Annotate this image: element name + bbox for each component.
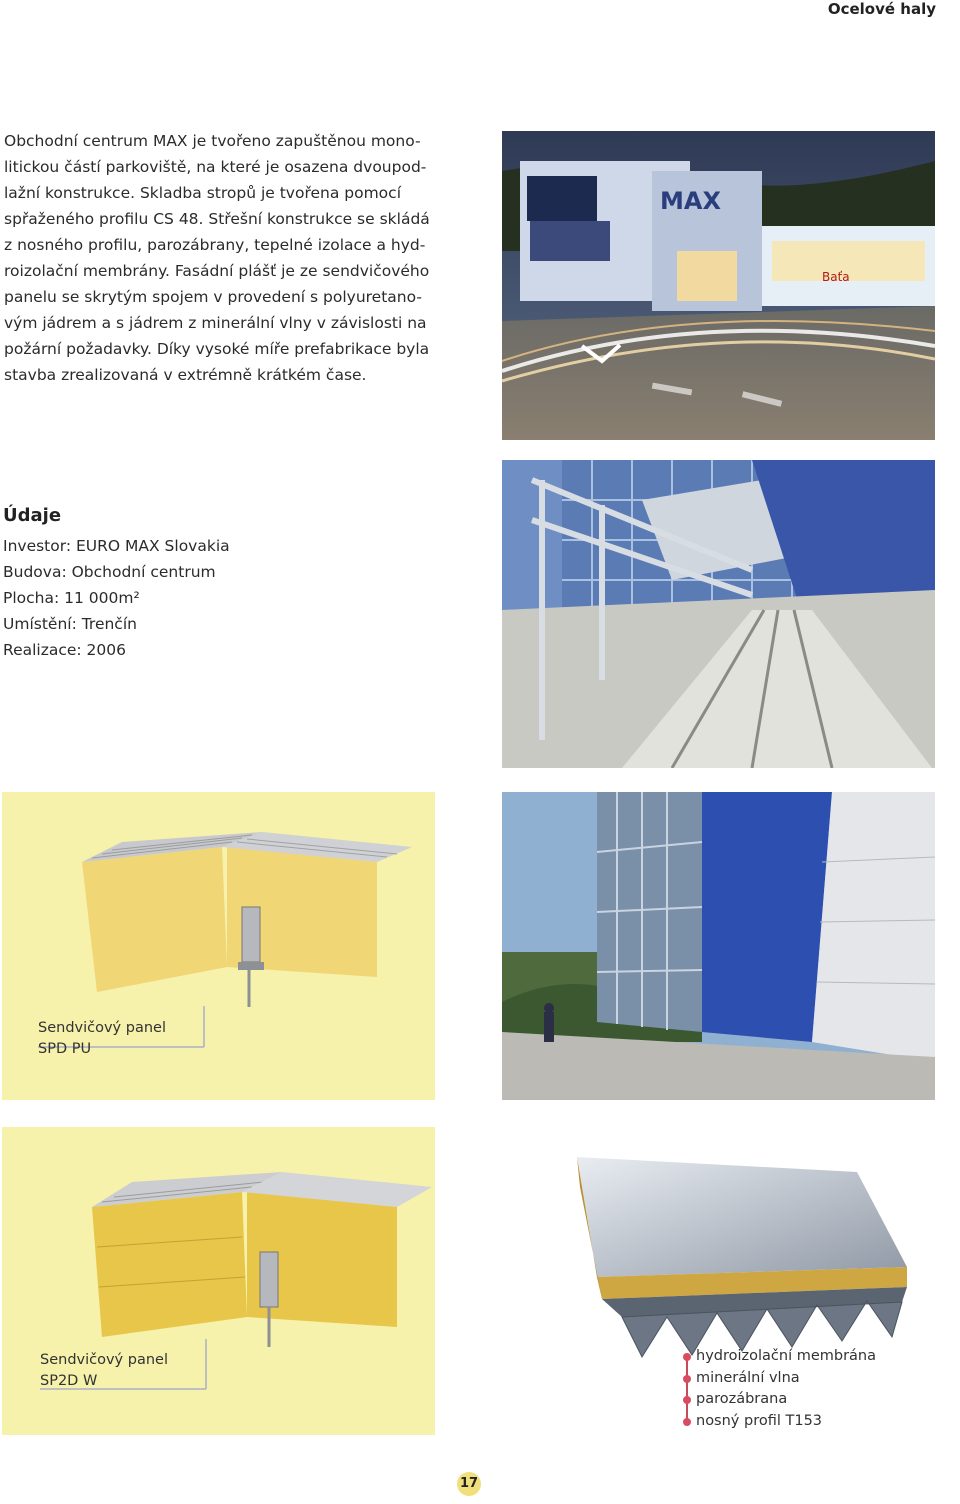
bullet-dot-icon [683, 1418, 691, 1426]
ramp-scene-image [502, 460, 935, 768]
legend-label: parozábrana [696, 1391, 788, 1407]
intro-line: stavba zrealizovaná v extrémně krátkém čase. [4, 366, 367, 384]
legend-label: minerální vlna [696, 1369, 800, 1386]
photo-entrance-ramp [502, 460, 935, 768]
intro-line: požární požadavky. Díky vysoké míře prefabrikace byla [4, 340, 430, 358]
caption-sp2d-w [40, 1350, 168, 1392]
bullet-dot-icon [683, 1375, 691, 1383]
caption-sp2d-line2: SP2D W [40, 1373, 98, 1389]
caption-spd-pu [38, 1018, 166, 1060]
intro-line: z nosného profilu, parozábrany, tepelné izolace a hyd- [4, 236, 426, 254]
intro-line: roizolační membrány. Fasádní plášť je ze sendvičového [4, 262, 430, 280]
fact-area: Plocha: 11 000m² [3, 589, 140, 607]
photo-shopping-center-night [502, 131, 935, 440]
intro-line: lažní konstrukce. Skladba stropů je tvořena pomocí [4, 184, 401, 202]
project-facts [3, 503, 423, 663]
intro-line: spřaženého profilu CS 48. Střešní konstrukce se skládá [4, 210, 430, 228]
intro-line: panelu se skrytým spojem v provedení s polyuretano- [4, 288, 422, 306]
caption-spd-line2: SPD PU [38, 1041, 92, 1057]
bullet-dot-icon [683, 1396, 691, 1404]
caption-spd-line1: Sendvičový panel [38, 1020, 166, 1036]
legend-label: hydroizolační membrána [696, 1348, 877, 1364]
fact-year: Realizace: 2006 [3, 641, 127, 659]
building-max-sign: MAX [660, 187, 721, 215]
diagram-panel-spd-pu [2, 792, 435, 1100]
photo-facade-panels [502, 792, 935, 1100]
fact-building: Budova: Obchodní centrum [3, 563, 216, 581]
legend-item [696, 1411, 876, 1433]
caption-sp2d-line1: Sendvičový panel [40, 1352, 168, 1368]
fact-investor: Investor: EURO MAX Slovakia [3, 537, 230, 555]
legend-label: nosný profil T153 [696, 1412, 823, 1429]
diagram-panel-sp2d-w [2, 1127, 435, 1435]
fact-location: Umístění: Trenčín [3, 615, 137, 633]
legend-item [696, 1389, 876, 1411]
legend-item [696, 1368, 876, 1390]
facade-scene-image [502, 792, 935, 1100]
intro-line: Obchodní centrum MAX je tvořeno zapuštěnou mono- [4, 132, 421, 150]
intro-line: litickou částí parkoviště, na které je osazena dvoupod- [4, 158, 427, 176]
night-scene-image [502, 131, 935, 440]
diagram-roof-composition [502, 1127, 935, 1435]
roof-legend [696, 1346, 876, 1432]
store-sign: Baťa [822, 270, 850, 284]
section-title: Ocelové haly [827, 0, 936, 18]
facts-heading: Údaje [3, 505, 62, 526]
legend-connector-line [686, 1356, 688, 1420]
legend-item [696, 1346, 876, 1368]
intro-paragraph [4, 128, 444, 388]
bullet-dot-icon [683, 1353, 691, 1361]
intro-line: vým jádrem a s jádrem z minerální vlny v závislosti na [4, 314, 427, 332]
page-number-badge: 17 [457, 1472, 481, 1496]
